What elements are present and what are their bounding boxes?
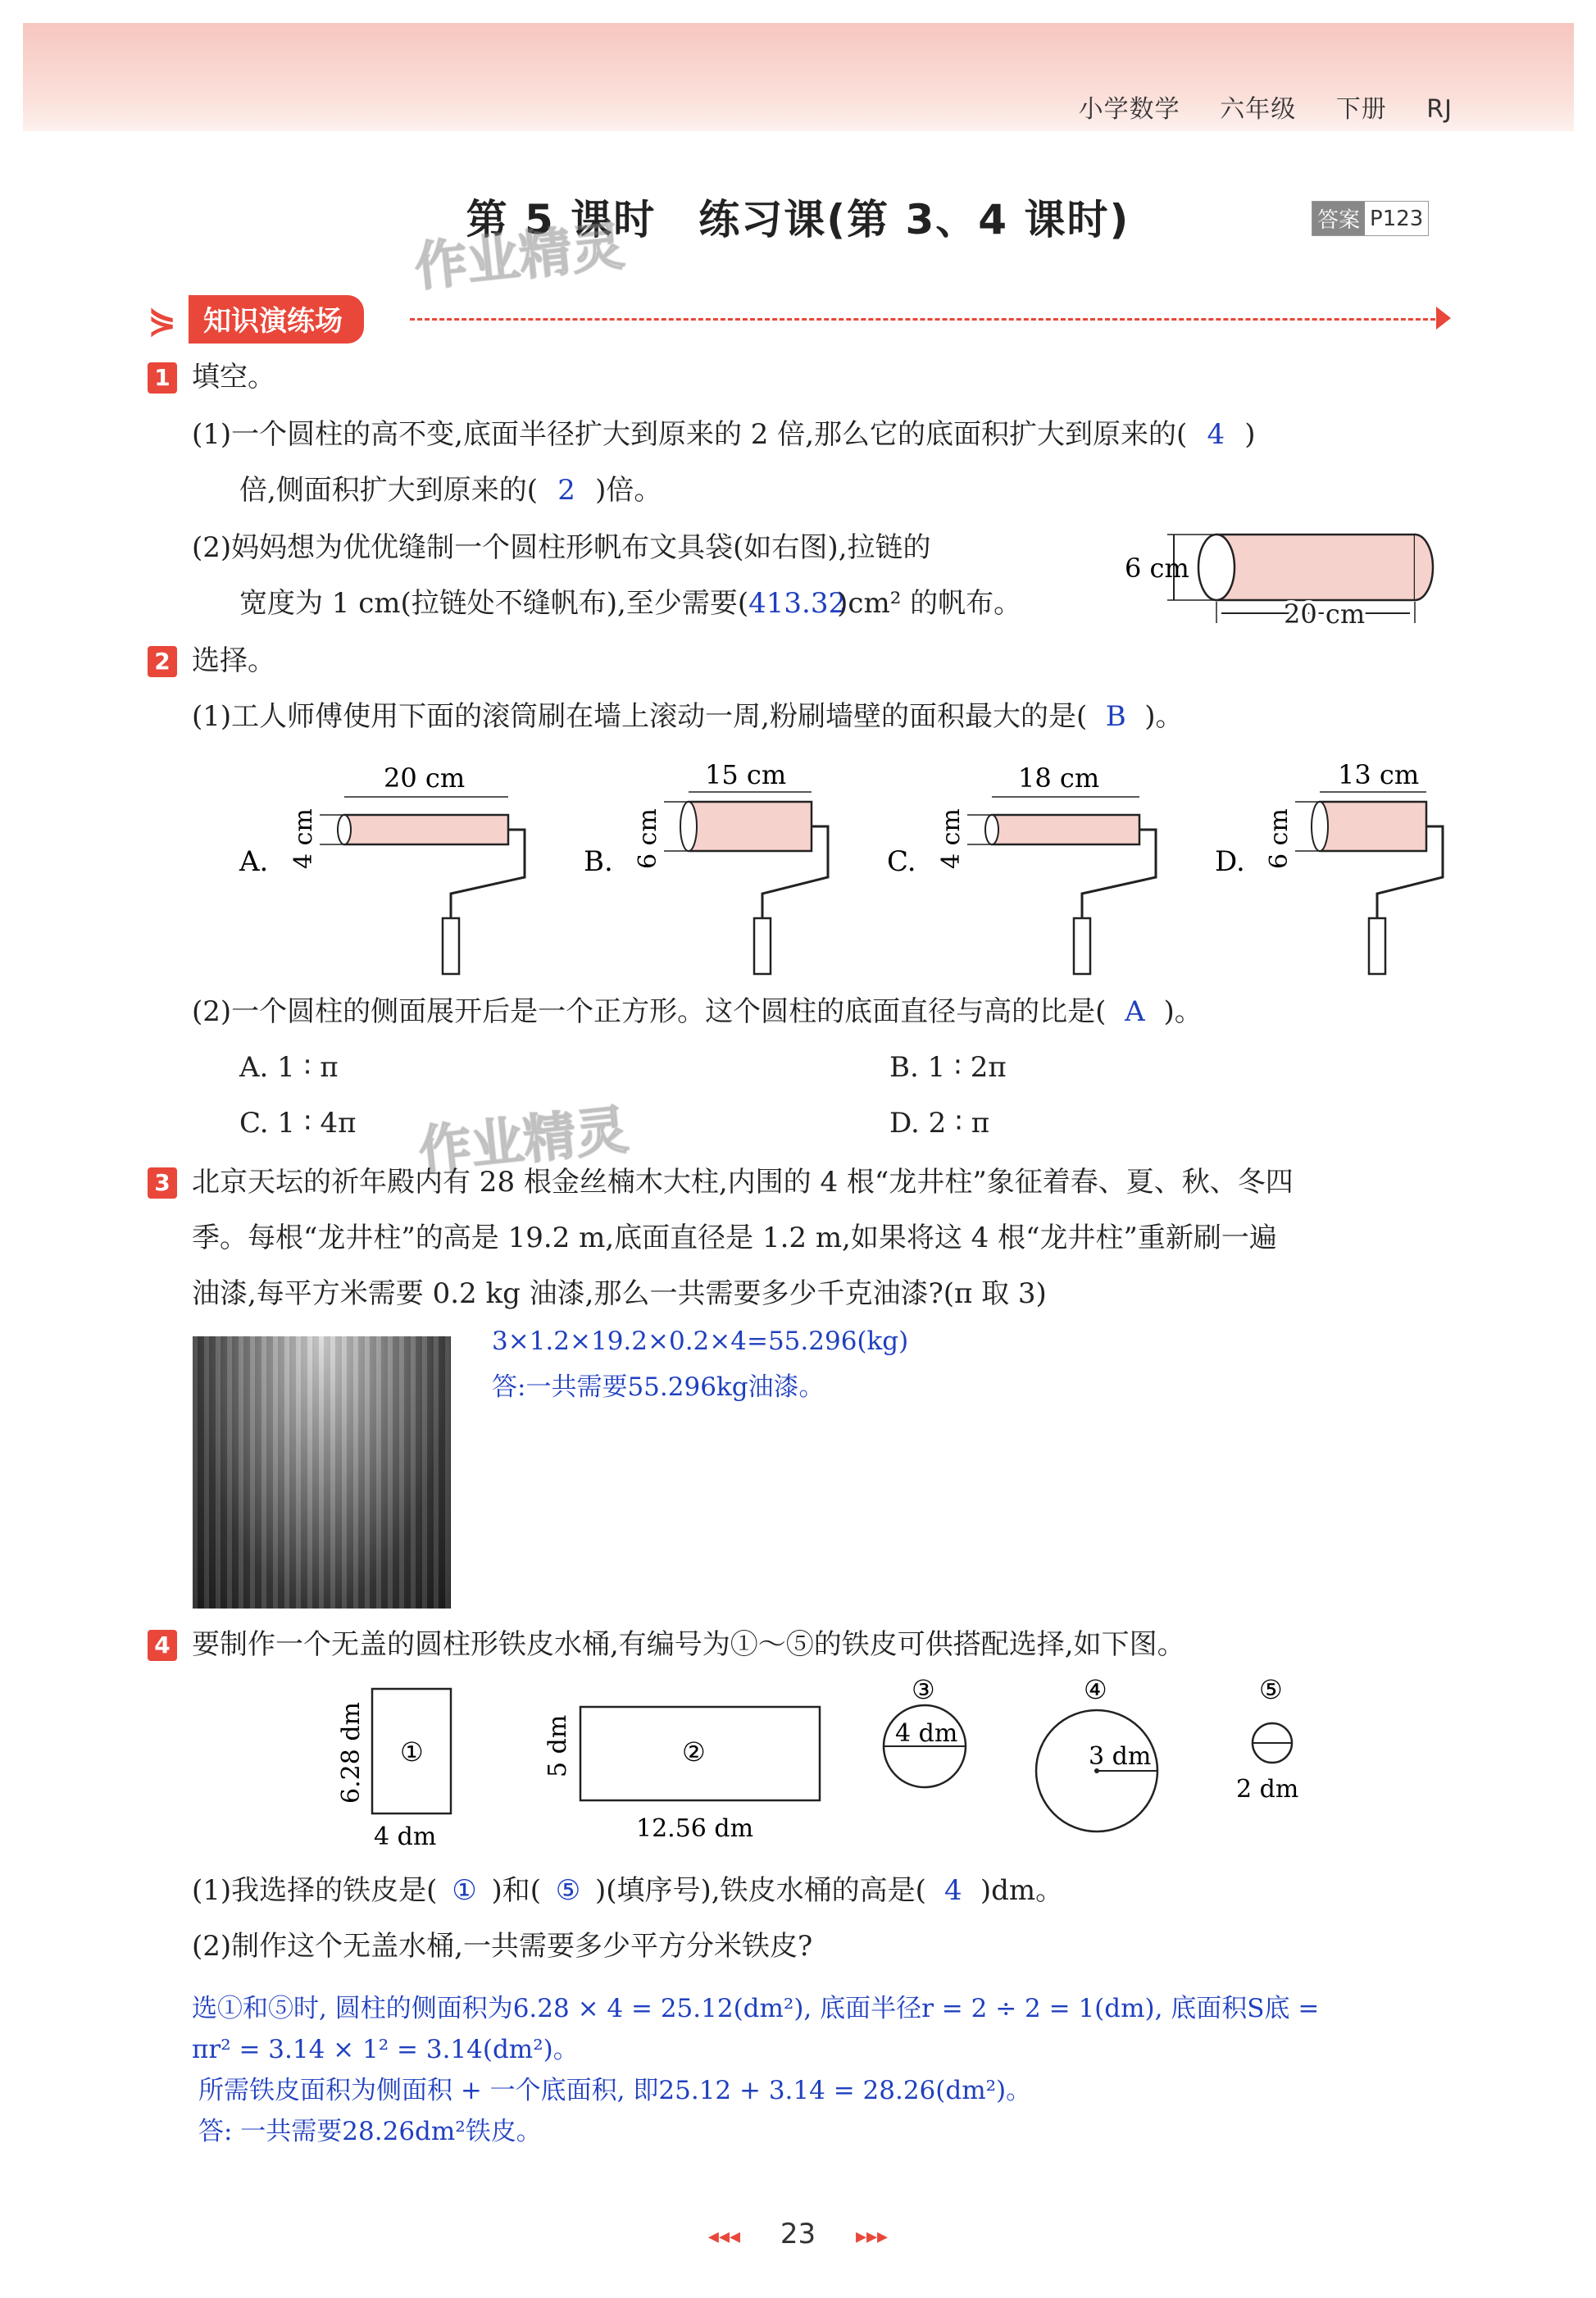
question-number: 2 (148, 646, 177, 677)
arrow-right-icon: ▸▸▸ (855, 2224, 889, 2249)
sheet-2-width: 12.56 dm (636, 1814, 754, 1843)
diameter-label: 4 cm (289, 808, 318, 869)
q2-part2 (192, 995, 1203, 1028)
q3-answer-text: 答:一共需要55.296kg油漆。 (492, 1372, 825, 1402)
q4-part1-text4: )dm。 (980, 1874, 1064, 1907)
bag-body (1216, 535, 1415, 600)
height-label: 6 cm (1125, 553, 1189, 584)
roller-option-b (574, 754, 853, 976)
header-volume: 下册 (1335, 95, 1387, 124)
q3-line2: 季。每根“龙井柱”的高是 19.2 m,底面直径是 1.2 m,如果将这 4 根“龙井柱”重新刷一遍 (192, 1222, 1277, 1254)
q4-part2: (2)制作这个无盖水桶,一共需要多少平方分米铁皮? (192, 1930, 813, 1963)
q3-line3: 油漆,每平方米需要 0.2 kg 油漆,那么一共需要多少千克油漆?(π 取 3) (192, 1277, 1047, 1310)
paren-close: )。 (1163, 995, 1203, 1028)
q1-part1-line2 (239, 474, 662, 507)
roller-option-a (230, 754, 574, 976)
sheet-3-diameter: 4 dm (895, 1719, 958, 1748)
temple-interior-photo (193, 1336, 451, 1609)
answer-blank[interactable]: ⑤ (555, 1874, 581, 1907)
sheet-5-diameter: 2 dm (1236, 1775, 1299, 1804)
sheet-2-height: 5 dm (543, 1714, 572, 1777)
q3-answer-calc: 3×1.2×19.2×0.2×4=55.296(kg) (492, 1326, 909, 1356)
arrow-right-icon (1436, 307, 1451, 330)
section-label: 知识演练场 (189, 295, 364, 344)
q4-line1: 要制作一个无盖的圆柱形铁皮水桶,有编号为①～⑤的铁皮可供搭配选择,如下图。 (192, 1628, 1185, 1661)
header-info (1048, 89, 1453, 125)
q1-part1-text2: 倍,侧面积扩大到原来的( (239, 474, 539, 507)
q4-part1-text3: )(填序号),铁皮水桶的高是( (594, 1874, 926, 1907)
bag-end-left (1198, 535, 1235, 600)
answer-blank[interactable]: ① (452, 1874, 477, 1907)
iron-sheets-figure (320, 1672, 1353, 1853)
q2-part2-text: (2)一个圆柱的侧面展开后是一个正方形。这个圆柱的底面直径与高的比是( (192, 995, 1107, 1028)
sheet-1-width: 4 dm (374, 1822, 437, 1851)
option-c[interactable]: C. 1 ∶ 4π (239, 1107, 357, 1140)
option-a[interactable]: A. 1 ∶ π (239, 1051, 339, 1084)
answer-blank[interactable]: 413.32 (748, 587, 847, 620)
option-d[interactable]: D. 2 ∶ π (889, 1107, 990, 1140)
paren-close: )。 (1144, 700, 1184, 733)
length-label: 20 cm (1284, 598, 1366, 630)
roller-body (689, 802, 812, 851)
q1-part1-text3: )倍。 (595, 474, 662, 507)
q1-part1-text: (1)一个圆柱的高不变,底面半径扩大到原来的 2 倍,那么它的底面积扩大到原来的( (192, 418, 1188, 451)
roller-body (344, 815, 508, 844)
q4-part1 (192, 1874, 1063, 1907)
q1-part2-text2: )cm² 的帆布。 (837, 587, 1022, 620)
option-letter: D. (1215, 845, 1245, 878)
roller-option-c (877, 754, 1172, 976)
length-label: 15 cm (705, 759, 787, 790)
page-footer (0, 2218, 1596, 2250)
question-number: 1 (148, 362, 177, 394)
paren-close: ) (1244, 418, 1256, 451)
sheet-3-label: ③ (912, 1674, 935, 1705)
diameter-label: 6 cm (634, 808, 662, 869)
header-subject: 小学数学 (1078, 95, 1180, 124)
canvas-bag-figure (1115, 516, 1459, 639)
q4-solution-line3: 所需铁皮面积为侧面积 + 一个底面积, 即25.12 + 3.14 = 28.26(dm²)。 (198, 2076, 1032, 2105)
answer-tag-page: P123 (1370, 206, 1424, 231)
answer-tag[interactable] (1312, 201, 1429, 236)
q2-part1 (192, 700, 1184, 733)
q4-part1-text2: )和( (491, 1874, 541, 1907)
answer-tag-label: 答案 (1312, 202, 1365, 235)
answer-blank[interactable]: B (1105, 700, 1126, 733)
header-edition: RJ (1426, 95, 1453, 124)
roller-body (1320, 802, 1426, 851)
q4-solution-line2: πr² = 3.14 × 1² = 3.14(dm²)。 (192, 2035, 579, 2064)
header-grade: 六年级 (1220, 95, 1297, 124)
roller-body (992, 815, 1139, 844)
bag-end-right (1415, 535, 1433, 600)
option-letter: B. (584, 845, 613, 878)
q4-part1-text: (1)我选择的铁皮是( (192, 1874, 438, 1907)
q2-title: 选择。 (192, 644, 275, 677)
sheet-4-radius: 3 dm (1089, 1742, 1152, 1771)
q2-part1-text: (1)工人师傅使用下面的滚筒刷在墙上滚动一周,粉刷墙壁的面积最大的是( (192, 700, 1088, 733)
q3-line1: 北京天坛的祈年殿内有 28 根金丝楠木大柱,内围的 4 根“龙井柱”象征着春、夏、秋、冬四 (192, 1166, 1294, 1199)
length-label: 13 cm (1338, 759, 1420, 790)
sheet-1-label: ① (400, 1736, 424, 1768)
answer-blank[interactable]: 2 (557, 474, 575, 507)
option-letter: A. (239, 845, 269, 878)
q4-solution-line1: 选①和⑤时, 圆柱的侧面积为6.28 × 4 = 25.12(dm²), 底面半径r = 2 ÷ 2 = 1(dm), 底面积S底 = (192, 1994, 1320, 2023)
q1-part2-text: 宽度为 1 cm(拉链处不缝帆布),至少需要( (239, 587, 749, 620)
answer-blank[interactable]: A (1125, 995, 1145, 1028)
sheet-5-label: ⑤ (1259, 1674, 1283, 1705)
sheet-2-label: ② (682, 1736, 706, 1768)
q4-solution-line4: 答: 一共需要28.26dm²铁皮。 (198, 2117, 542, 2146)
answer-blank[interactable]: 4 (1207, 418, 1225, 451)
length-label: 20 cm (384, 762, 466, 794)
question-number: 3 (148, 1167, 177, 1199)
watermark: 作业精灵 (416, 1099, 631, 1183)
running-figure-icon: ⋟ (148, 298, 177, 339)
option-b[interactable]: B. 1 ∶ 2π (889, 1051, 1007, 1084)
q1-part2-line1: (2)妈妈想为优优缝制一个圆柱形帆布文具袋(如右图),拉链的 (192, 531, 931, 564)
answer-blank[interactable]: 4 (944, 1874, 962, 1907)
watermark: 作业精灵 (412, 216, 627, 299)
diameter-label: 6 cm (1265, 808, 1294, 869)
diameter-label: 4 cm (937, 808, 966, 869)
sheet-1-height: 6.28 dm (337, 1702, 366, 1804)
page-title: 第 5 课时 练习课(第 3、4 课时) (466, 196, 1130, 243)
sheet-4-label: ④ (1084, 1674, 1107, 1705)
length-label: 18 cm (1018, 762, 1100, 794)
q1-title: 填空。 (192, 361, 275, 394)
q1-part2-line2 (239, 587, 1021, 620)
arrow-left-icon: ◂◂◂ (707, 2224, 741, 2249)
q1-part1-line1 (192, 418, 1256, 451)
option-letter: C. (887, 845, 916, 878)
page-number: 23 (780, 2218, 816, 2250)
roller-option-d (1205, 754, 1467, 976)
section-header (148, 295, 364, 344)
question-number: 4 (148, 1630, 177, 1661)
section-divider (410, 318, 1443, 321)
